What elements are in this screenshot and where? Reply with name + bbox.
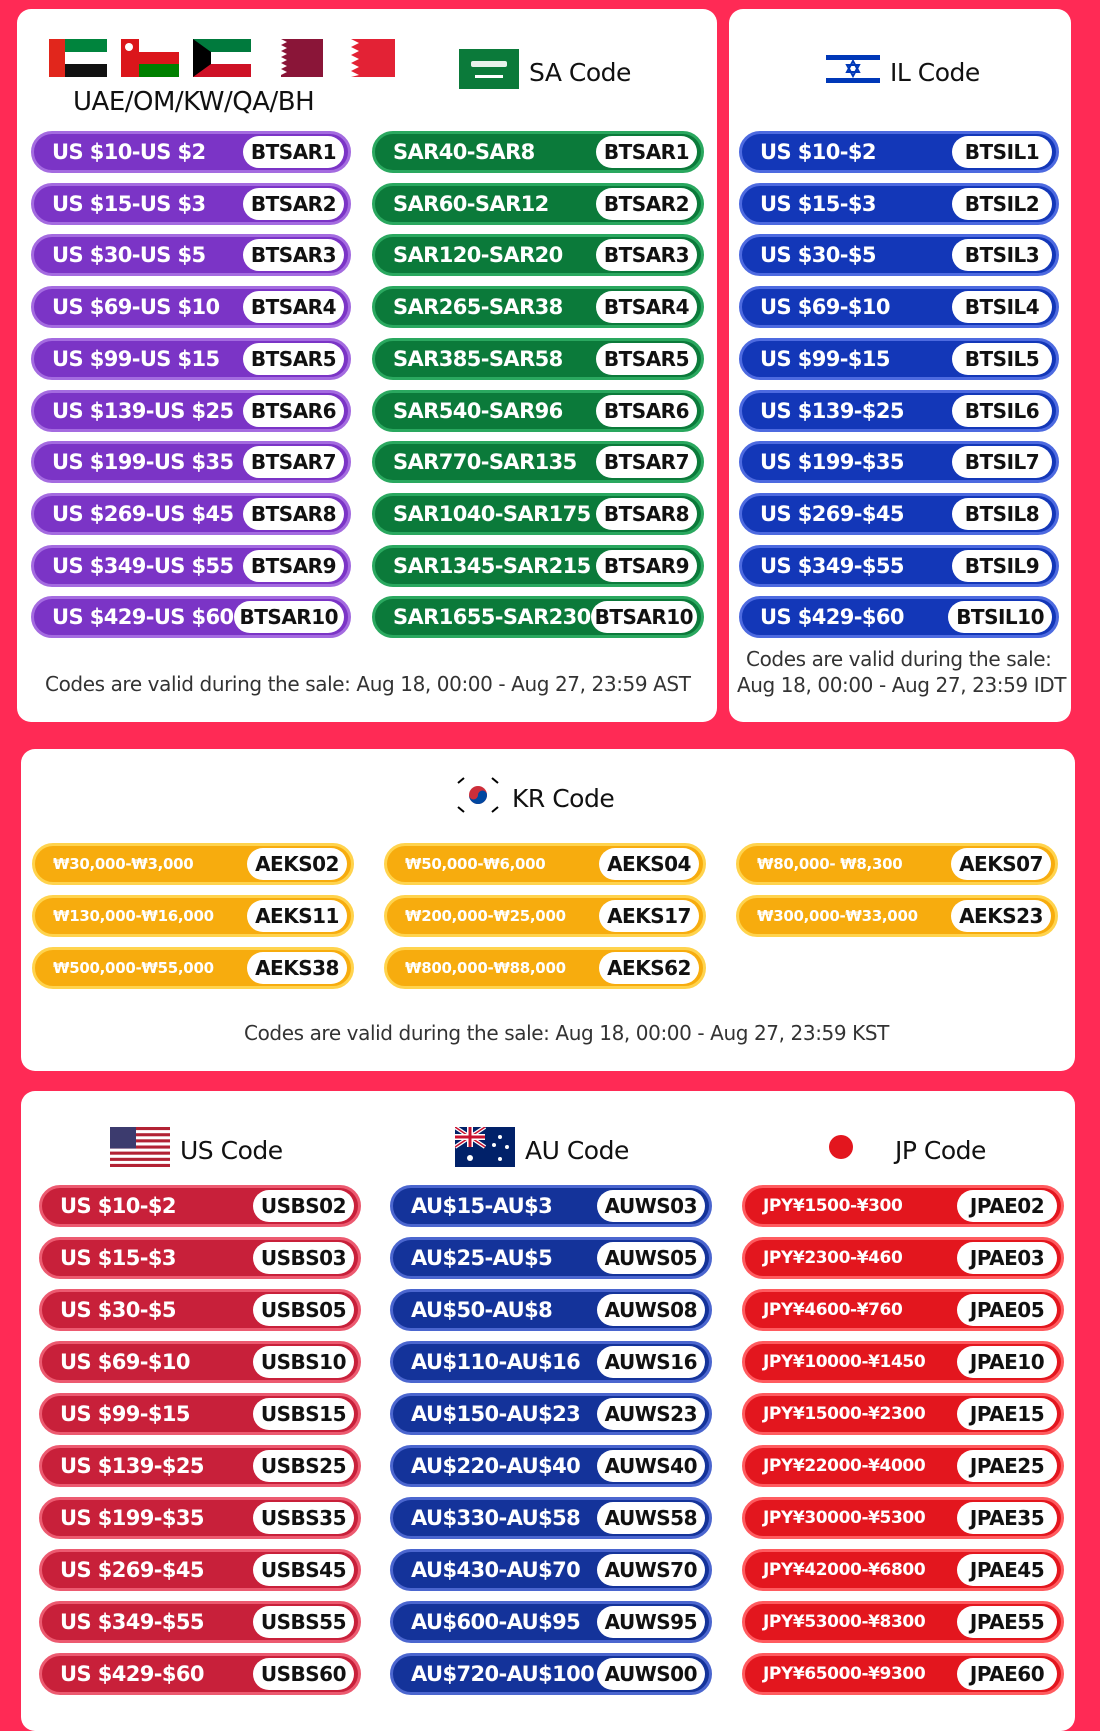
uae-code-pill[interactable] [31, 441, 351, 483]
jp-discount-amount: JPY¥53000-¥8300 [763, 1612, 926, 1632]
us-code-pill[interactable] [39, 1341, 361, 1383]
us-discount-amount: US $15-$3 [60, 1246, 176, 1270]
us-promo-code[interactable]: USBS03 [253, 1242, 354, 1274]
jp-code-pill[interactable] [742, 1445, 1064, 1487]
kr-promo-code[interactable]: AEKS02 [247, 848, 347, 880]
kr-code-pill[interactable] [384, 947, 706, 989]
us-code-pill[interactable] [39, 1601, 361, 1643]
sa-discount-amount: SAR60-SAR12 [393, 191, 549, 216]
au-code-pill[interactable] [390, 1237, 712, 1279]
uae-code-pill[interactable] [31, 596, 351, 638]
australia-flag-icon [455, 1127, 515, 1173]
au-promo-code[interactable]: AUWS00 [597, 1658, 705, 1690]
jp-promo-code[interactable]: JPAE60 [957, 1658, 1057, 1690]
jp-discount-amount: JPY¥4600-¥760 [763, 1300, 903, 1320]
uae-discount-amount: US $199-US $35 [52, 450, 234, 475]
bahrain-flag-icon [337, 39, 395, 77]
us-au-jp-card [21, 1091, 1075, 1731]
us-discount-amount: US $349-$55 [60, 1610, 204, 1634]
il-discount-amount: US $15-$3 [760, 191, 876, 216]
sa-promo-code[interactable]: BTSAR4 [596, 291, 697, 323]
jp-code-pill[interactable] [742, 1237, 1064, 1279]
jp-promo-code[interactable]: JPAE25 [957, 1450, 1057, 1482]
au-discount-amount: AU$330-AU$58 [411, 1506, 581, 1530]
au-discount-amount: AU$720-AU$100 [411, 1662, 595, 1686]
kr-promo-code[interactable]: AEKS04 [599, 848, 699, 880]
sa-code-pill[interactable] [372, 131, 704, 173]
sa-code-pill[interactable] [372, 390, 704, 432]
us-code-pill[interactable] [39, 1289, 361, 1331]
us-promo-code[interactable]: USBS15 [253, 1398, 354, 1430]
kr-discount-amount: ₩300,000-₩33,000 [757, 907, 918, 925]
jp-promo-code[interactable]: JPAE03 [957, 1242, 1057, 1274]
au-discount-amount: AU$220-AU$40 [411, 1454, 581, 1478]
au-promo-code[interactable]: AUWS16 [597, 1346, 705, 1378]
jp-discount-amount: JPY¥30000-¥5300 [763, 1508, 926, 1528]
us-discount-amount: US $269-$45 [60, 1558, 204, 1582]
kr-code-pill[interactable] [32, 947, 354, 989]
uae-discount-amount: US $99-US $15 [52, 346, 220, 371]
us-flag-icon [110, 1127, 170, 1173]
qatar-flag-icon [265, 39, 323, 77]
il-validity-note-line2: Aug 18, 00:00 - Aug 27, 23:59 IDT [737, 673, 1067, 697]
il-promo-code[interactable]: BTSIL7 [952, 446, 1052, 478]
uae-discount-amount: US $15-US $3 [52, 191, 206, 216]
kr-validity-note: Codes are valid during the sale: Aug 18, 00:00 - Aug 27, 23:59 KST [244, 1021, 889, 1045]
il-discount-amount: US $69-$10 [760, 295, 890, 320]
kr-code-pill[interactable] [736, 895, 1058, 937]
jp-promo-code[interactable]: JPAE05 [957, 1294, 1057, 1326]
us-header [110, 1127, 283, 1173]
us-promo-code[interactable]: USBS45 [253, 1554, 354, 1586]
jp-discount-amount: JPY¥1500-¥300 [763, 1196, 903, 1216]
jp-code-pill[interactable] [742, 1497, 1064, 1539]
au-discount-amount: AU$600-AU$95 [411, 1610, 581, 1634]
sa-code-pill[interactable] [372, 286, 704, 328]
kr-discount-amount: ₩80,000- ₩8,300 [757, 855, 903, 873]
il-discount-amount: US $349-$55 [760, 553, 904, 578]
us-promo-code[interactable]: USBS35 [253, 1502, 354, 1534]
kr-promo-code[interactable]: AEKS07 [951, 848, 1051, 880]
il-discount-amount: US $139-$25 [760, 398, 904, 423]
uae-promo-code[interactable]: BTSAR1 [243, 136, 344, 168]
sa-code-pill[interactable] [372, 183, 704, 225]
sa-code-pill[interactable] [372, 441, 704, 483]
sa-promo-code[interactable]: BTSAR6 [596, 395, 697, 427]
uae-discount-amount: US $139-US $25 [52, 398, 234, 423]
sa-discount-amount: SAR770-SAR135 [393, 450, 577, 475]
kr-discount-amount: ₩30,000-₩3,000 [53, 855, 194, 873]
kr-discount-amount: ₩500,000-₩55,000 [53, 959, 214, 977]
kr-discount-amount: ₩800,000-₩88,000 [405, 959, 566, 977]
sa-promo-code[interactable]: BTSAR2 [596, 188, 697, 220]
au-code-pill[interactable] [390, 1185, 712, 1227]
uae-promo-code[interactable]: BTSAR5 [243, 343, 344, 375]
il-code-pill[interactable] [739, 131, 1059, 173]
sa-header [459, 49, 631, 95]
uae-discount-amount: US $10-US $2 [52, 140, 206, 164]
au-code-pill[interactable] [390, 1601, 712, 1643]
il-header [826, 51, 980, 93]
au-discount-amount: AU$430-AU$70 [411, 1558, 581, 1582]
uae-discount-amount: US $30-US $5 [52, 243, 206, 268]
jp-discount-amount: JPY¥22000-¥4000 [763, 1456, 926, 1476]
uae-code-pill[interactable] [31, 183, 351, 225]
kr-code-pill[interactable] [384, 843, 706, 885]
au-header [455, 1127, 629, 1173]
il-promo-code[interactable]: BTSIL8 [952, 498, 1052, 530]
uae-code-pill[interactable] [31, 234, 351, 276]
au-promo-code[interactable]: AUWS03 [597, 1190, 705, 1222]
sa-promo-code[interactable]: BTSAR8 [596, 498, 697, 530]
il-promo-code[interactable]: BTSIL4 [952, 291, 1052, 323]
jp-code-pill[interactable] [742, 1289, 1064, 1331]
au-promo-code[interactable]: AUWS40 [597, 1450, 705, 1482]
uae-code-pill[interactable] [31, 390, 351, 432]
israel-flag-icon [826, 51, 880, 93]
kr-code-pill[interactable] [32, 843, 354, 885]
us-code-pill[interactable] [39, 1393, 361, 1435]
jp-code-pill[interactable] [742, 1549, 1064, 1591]
jp-code-pill[interactable] [742, 1341, 1064, 1383]
il-promo-code[interactable]: BTSIL9 [952, 550, 1052, 582]
sa-promo-code[interactable]: BTSAR5 [596, 343, 697, 375]
sa-code-pill[interactable] [372, 493, 704, 535]
jp-promo-code[interactable]: JPAE55 [957, 1606, 1057, 1638]
il-promo-code[interactable]: BTSIL10 [948, 601, 1052, 633]
sa-code-pill[interactable] [372, 545, 704, 587]
jp-promo-code[interactable]: JPAE10 [957, 1346, 1057, 1378]
il-code-pill[interactable] [739, 390, 1059, 432]
us-code-pill[interactable] [39, 1497, 361, 1539]
uae-flag-icon [49, 39, 107, 77]
au-code-pill[interactable] [390, 1445, 712, 1487]
us-code-pill[interactable] [39, 1185, 361, 1227]
au-promo-code[interactable]: AUWS23 [597, 1398, 705, 1430]
gcc-flags [49, 39, 395, 77]
uae-discount-amount: US $349-US $55 [52, 553, 234, 578]
au-discount-amount: AU$25-AU$5 [411, 1246, 553, 1270]
us-code-pill[interactable] [39, 1549, 361, 1591]
us-discount-amount: US $69-$10 [60, 1350, 190, 1374]
au-code-pill[interactable] [390, 1653, 712, 1695]
il-code-pill[interactable] [739, 493, 1059, 535]
il-promo-code[interactable]: BTSIL1 [952, 136, 1052, 168]
jp-promo-code[interactable]: JPAE02 [957, 1190, 1057, 1222]
jp-code-pill[interactable] [742, 1393, 1064, 1435]
sa-discount-amount: SAR1655-SAR230 [393, 605, 591, 630]
il-code-pill[interactable] [739, 338, 1059, 380]
sa-validity-note: Codes are valid during the sale: Aug 18, 00:00 - Aug 27, 23:59 AST [45, 672, 691, 696]
kr-discount-amount: ₩200,000-₩25,000 [405, 907, 566, 925]
jp-code-pill[interactable] [742, 1653, 1064, 1695]
au-code-pill[interactable] [390, 1341, 712, 1383]
uae-promo-code[interactable]: BTSAR2 [243, 188, 344, 220]
japan-flag-icon [825, 1127, 885, 1173]
au-discount-amount: AU$15-AU$3 [411, 1194, 553, 1218]
kr-discount-amount: ₩50,000-₩6,000 [405, 855, 546, 873]
il-discount-amount: US $429-$60 [760, 605, 904, 630]
il-promo-code[interactable]: BTSIL2 [952, 188, 1052, 220]
il-discount-amount: US $99-$15 [760, 346, 890, 371]
uae-code-pill[interactable] [31, 493, 351, 535]
us-discount-amount: US $10-$2 [60, 1194, 176, 1218]
au-promo-code[interactable]: AUWS08 [597, 1294, 705, 1326]
kr-promo-code[interactable]: AEKS38 [247, 952, 347, 984]
au-discount-amount: AU$110-AU$16 [411, 1350, 581, 1374]
sa-code-pill[interactable] [372, 338, 704, 380]
sa-promo-code[interactable]: BTSAR3 [596, 239, 697, 271]
il-code-pill[interactable] [739, 596, 1059, 638]
uae-promo-code[interactable]: BTSAR3 [243, 239, 344, 271]
us-promo-code[interactable]: USBS02 [253, 1190, 354, 1222]
il-discount-amount: US $199-$35 [760, 450, 904, 475]
il-code-pill[interactable] [739, 183, 1059, 225]
jp-promo-code[interactable]: JPAE35 [957, 1502, 1057, 1534]
gcc-title: UAE/OM/KW/QA/BH [73, 87, 315, 117]
kr-discount-amount: ₩130,000-₩16,000 [53, 907, 214, 925]
au-code-pill[interactable] [390, 1393, 712, 1435]
uae-code-pill[interactable] [31, 131, 351, 173]
sa-promo-code[interactable]: BTSAR7 [596, 446, 697, 478]
kuwait-flag-icon [193, 39, 251, 77]
il-discount-amount: US $269-$45 [760, 501, 904, 526]
il-promo-code[interactable]: BTSIL3 [952, 239, 1052, 271]
sa-discount-amount: SAR120-SAR20 [393, 243, 563, 268]
il-code-pill[interactable] [739, 234, 1059, 276]
us-promo-code[interactable]: USBS25 [253, 1450, 354, 1482]
kr-promo-code[interactable]: AEKS23 [951, 900, 1051, 932]
us-discount-amount: US $30-$5 [60, 1298, 176, 1322]
us-code-pill[interactable] [39, 1445, 361, 1487]
uae-code-pill[interactable] [31, 545, 351, 587]
au-promo-code[interactable]: AUWS70 [597, 1554, 705, 1586]
uae-code-pill[interactable] [31, 338, 351, 380]
au-promo-code[interactable]: AUWS05 [597, 1242, 705, 1274]
sa-title: SA Code [529, 57, 631, 87]
sa-promo-code[interactable]: BTSAR10 [591, 601, 697, 633]
kr-card [21, 749, 1075, 1071]
uae-discount-amount: US $269-US $45 [52, 501, 234, 526]
us-promo-code[interactable]: USBS55 [253, 1606, 354, 1638]
jp-code-pill[interactable] [742, 1601, 1064, 1643]
jp-header [825, 1127, 986, 1173]
sa-discount-amount: SAR265-SAR38 [393, 295, 563, 320]
korea-flag-icon [454, 775, 502, 821]
il-code-pill[interactable] [739, 441, 1059, 483]
au-code-pill[interactable] [390, 1289, 712, 1331]
il-validity-note-line1: Codes are valid during the sale: [746, 647, 1052, 671]
us-code-pill[interactable] [39, 1237, 361, 1279]
kr-header [454, 775, 614, 821]
jp-title: JP Code [895, 1135, 986, 1165]
uae-promo-code[interactable]: BTSAR4 [243, 291, 344, 323]
jp-promo-code[interactable]: JPAE45 [957, 1554, 1057, 1586]
il-card [729, 9, 1071, 722]
uae-promo-code[interactable]: BTSAR6 [243, 395, 344, 427]
kr-promo-code[interactable]: AEKS62 [599, 952, 699, 984]
kr-promo-code[interactable]: AEKS17 [599, 900, 699, 932]
il-code-pill[interactable] [739, 545, 1059, 587]
au-title: AU Code [525, 1135, 629, 1165]
uae-promo-code[interactable]: BTSAR9 [243, 550, 344, 582]
oman-flag-icon [121, 39, 179, 77]
sa-discount-amount: SAR540-SAR96 [393, 398, 563, 423]
us-code-pill[interactable] [39, 1653, 361, 1695]
uae-discount-amount: US $69-US $10 [52, 295, 220, 320]
gcc-sa-card [17, 9, 717, 722]
sa-promo-code[interactable]: BTSAR1 [596, 136, 697, 168]
uae-promo-code[interactable]: BTSAR10 [234, 601, 344, 633]
sa-discount-amount: SAR1345-SAR215 [393, 553, 591, 578]
il-title: IL Code [890, 57, 980, 87]
sa-discount-amount: SAR40-SAR8 [393, 140, 535, 164]
jp-code-pill[interactable] [742, 1185, 1064, 1227]
us-discount-amount: US $199-$35 [60, 1506, 204, 1530]
us-discount-amount: US $99-$15 [60, 1402, 190, 1426]
uae-discount-amount: US $429-US $60 [52, 605, 234, 630]
jp-discount-amount: JPY¥10000-¥1450 [763, 1352, 926, 1372]
us-title: US Code [180, 1135, 283, 1165]
il-code-pill[interactable] [739, 286, 1059, 328]
kr-promo-code[interactable]: AEKS11 [247, 900, 347, 932]
kr-code-pill[interactable] [736, 843, 1058, 885]
jp-discount-amount: JPY¥42000-¥6800 [763, 1560, 926, 1580]
jp-discount-amount: JPY¥65000-¥9300 [763, 1664, 926, 1684]
uae-promo-code[interactable]: BTSAR7 [243, 446, 344, 478]
saudi-flag-icon [459, 49, 519, 95]
sa-discount-amount: SAR1040-SAR175 [393, 501, 591, 526]
sa-code-pill[interactable] [372, 596, 704, 638]
us-discount-amount: US $429-$60 [60, 1662, 204, 1686]
jp-discount-amount: JPY¥15000-¥2300 [763, 1404, 926, 1424]
au-promo-code[interactable]: AUWS58 [597, 1502, 705, 1534]
il-discount-amount: US $30-$5 [760, 243, 876, 268]
sa-discount-amount: SAR385-SAR58 [393, 346, 563, 371]
us-discount-amount: US $139-$25 [60, 1454, 204, 1478]
au-discount-amount: AU$150-AU$23 [411, 1402, 581, 1426]
us-promo-code[interactable]: USBS05 [253, 1294, 354, 1326]
kr-code-pill[interactable] [32, 895, 354, 937]
uae-promo-code[interactable]: BTSAR8 [243, 498, 344, 530]
sa-promo-code[interactable]: BTSAR9 [596, 550, 697, 582]
au-promo-code[interactable]: AUWS95 [597, 1606, 705, 1638]
au-discount-amount: AU$50-AU$8 [411, 1298, 553, 1322]
il-promo-code[interactable]: BTSIL6 [952, 395, 1052, 427]
il-promo-code[interactable]: BTSIL5 [952, 343, 1052, 375]
au-code-pill[interactable] [390, 1497, 712, 1539]
jp-discount-amount: JPY¥2300-¥460 [763, 1248, 903, 1268]
il-discount-amount: US $10-$2 [760, 140, 876, 164]
au-code-pill[interactable] [390, 1549, 712, 1591]
us-promo-code[interactable]: USBS60 [253, 1658, 354, 1690]
sa-code-pill[interactable] [372, 234, 704, 276]
jp-promo-code[interactable]: JPAE15 [957, 1398, 1057, 1430]
kr-code-pill[interactable] [384, 895, 706, 937]
uae-code-pill[interactable] [31, 286, 351, 328]
kr-title: KR Code [512, 783, 615, 813]
us-promo-code[interactable]: USBS10 [253, 1346, 354, 1378]
